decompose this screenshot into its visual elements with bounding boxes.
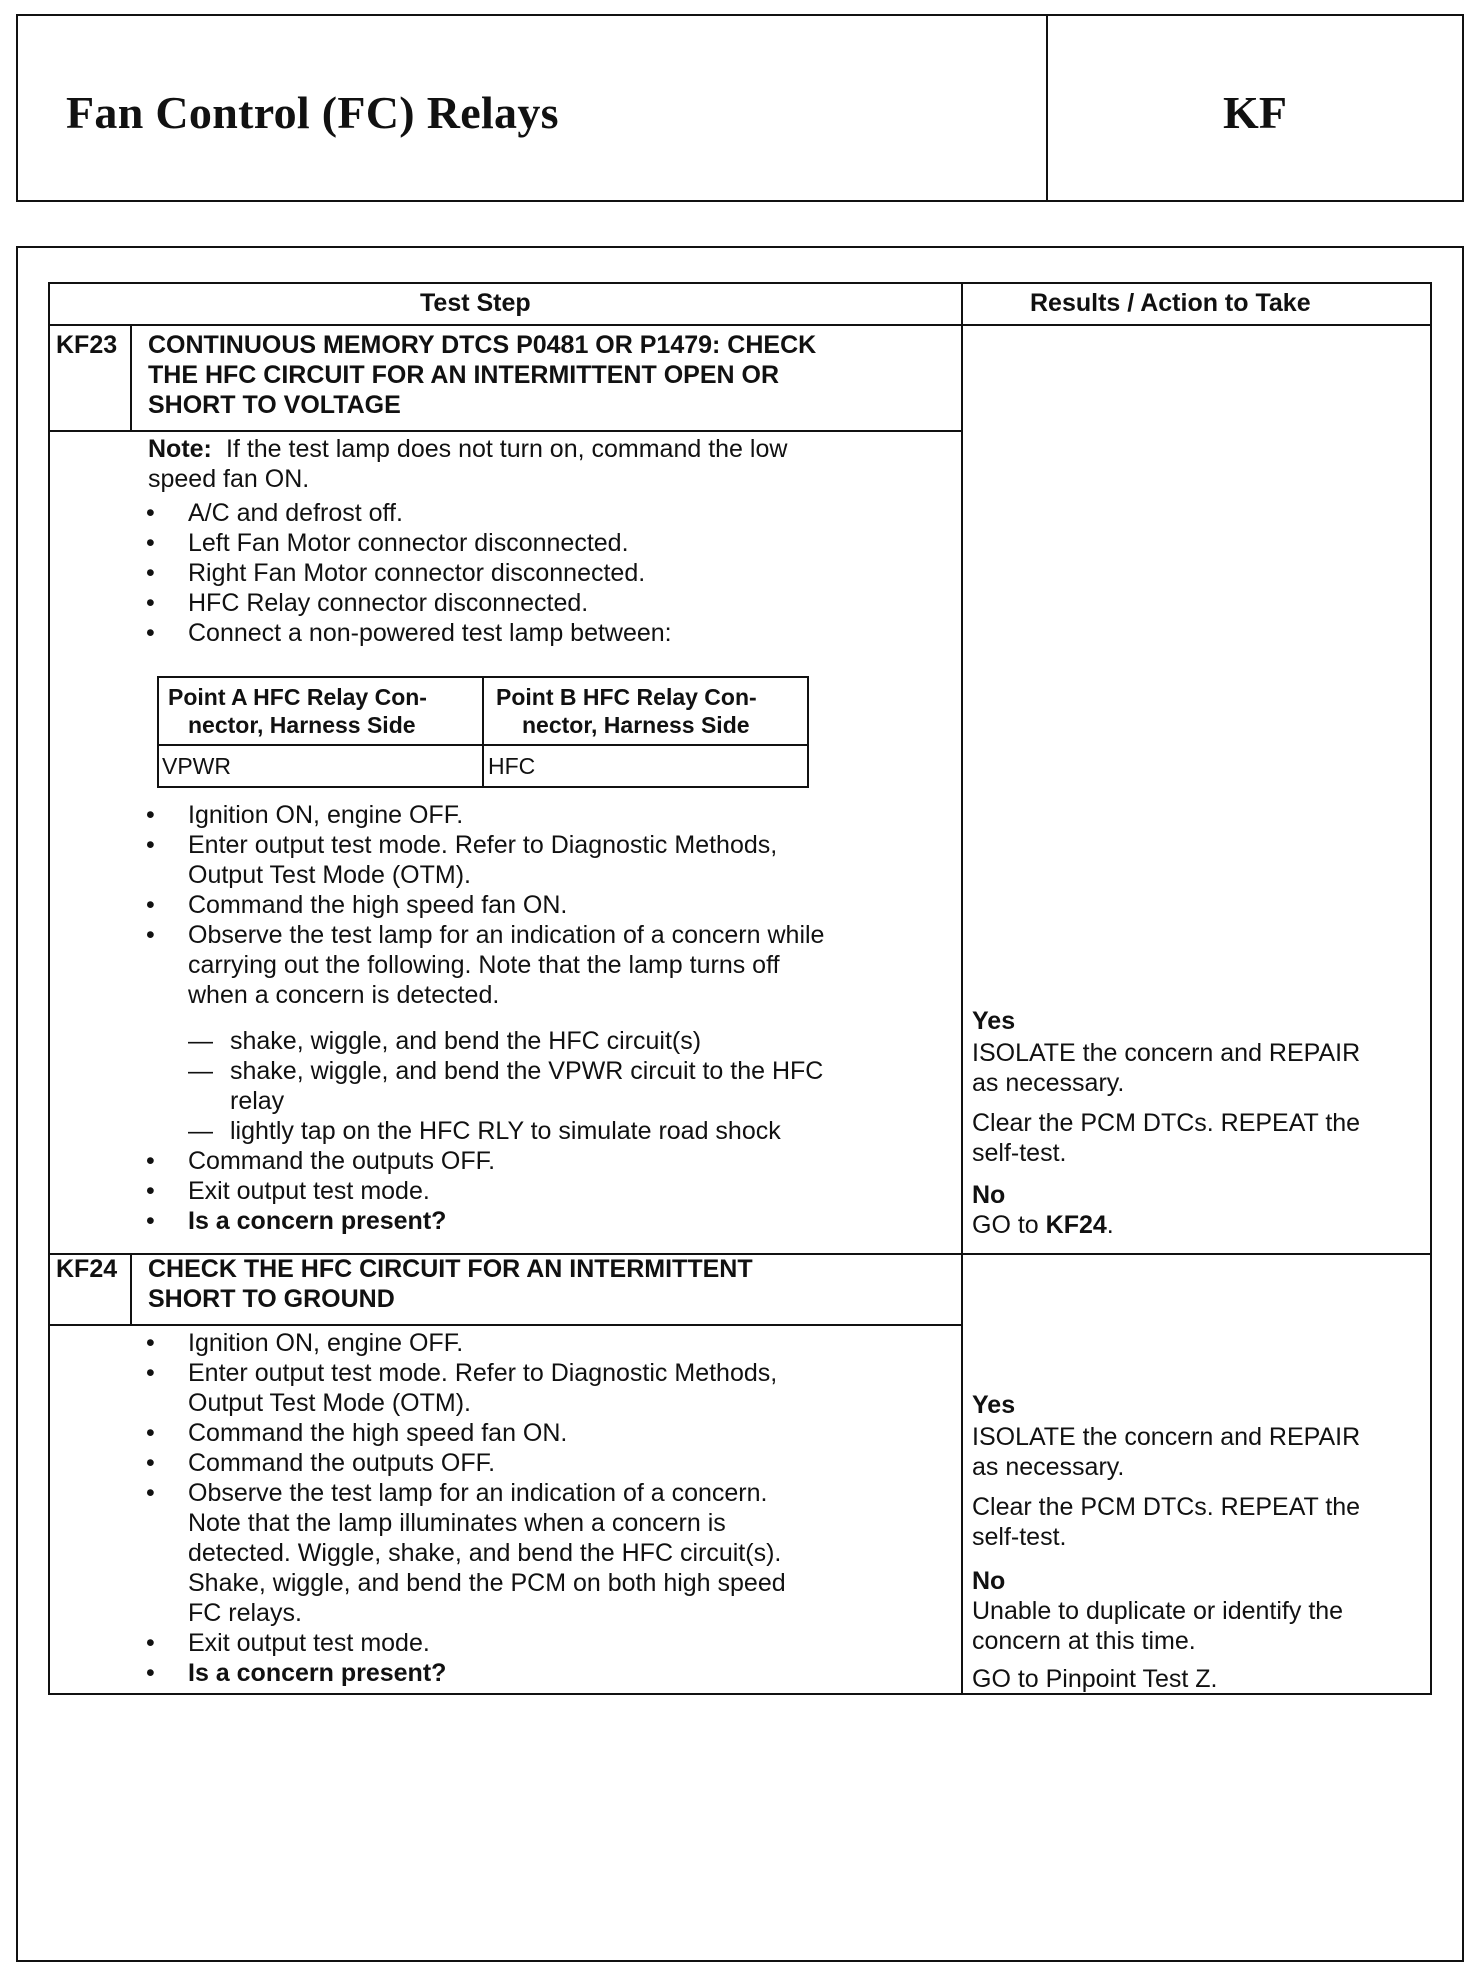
list-item: Right Fan Motor connector disconnected. (188, 559, 646, 587)
dash-icon: — (188, 1027, 213, 1055)
list-item-cont: detected. Wiggle, shake, and bend the HFC circuit(s). (188, 1539, 782, 1567)
note-label: Note: (148, 435, 212, 463)
lamp-table-cell-b: HFC (488, 753, 536, 779)
id-divider-kf23 (130, 324, 132, 431)
page-header (16, 14, 1464, 202)
dash-icon: — (188, 1117, 213, 1145)
column-header-test-step: Test Step (420, 289, 531, 317)
list-item-cont: FC relays. (188, 1599, 302, 1627)
section-code: KF (1223, 87, 1287, 138)
result-text: self-test. (972, 1139, 1067, 1167)
result-text: ISOLATE the concern and REPAIR (972, 1423, 1361, 1451)
bullet-icon: • (146, 1207, 155, 1235)
kf24-title-line: CHECK THE HFC CIRCUIT FOR AN INTERMITTENT (148, 1255, 753, 1283)
column-divider (961, 284, 963, 1693)
bullet-icon: • (146, 1147, 155, 1175)
result-text: Unable to duplicate or identify the (972, 1597, 1344, 1625)
kf23-title-rule (50, 430, 962, 432)
list-item: Left Fan Motor connector disconnected. (188, 529, 629, 557)
bullet-icon: • (146, 831, 155, 859)
result-text: Clear the PCM DTCs. REPEAT the (972, 1493, 1361, 1521)
bullet-icon: • (146, 1449, 155, 1477)
column-header-results: Results / Action to Take (1030, 289, 1311, 317)
lamp-table-row-divider (159, 744, 807, 746)
question: Is a concern present? (188, 1659, 447, 1687)
dash-icon: — (188, 1057, 213, 1085)
id-divider-kf24 (130, 1254, 132, 1325)
question: Is a concern present? (188, 1207, 447, 1235)
bullet-icon: • (146, 1419, 155, 1447)
goto-target[interactable]: KF24 (1045, 1211, 1107, 1239)
list-item: Connect a non-powered test lamp between: (188, 619, 672, 647)
no-label: No (972, 1567, 1006, 1595)
list-item: Enter output test mode. Refer to Diagnostic Methods, (188, 1359, 778, 1387)
goto-text: GO to (972, 1211, 1039, 1239)
no-label: No (972, 1181, 1006, 1209)
result-text: as necessary. (972, 1453, 1125, 1481)
step-id-kf23: KF23 (56, 331, 118, 359)
bullet-icon: • (146, 559, 155, 587)
step-id-kf24: KF24 (56, 1255, 118, 1283)
bullet-icon: • (146, 1659, 155, 1687)
result-text: self-test. (972, 1523, 1067, 1551)
result-text: concern at this time. (972, 1627, 1196, 1655)
list-item: Observe the test lamp for an indication of a concern while (188, 921, 825, 949)
header-rule (50, 324, 1430, 326)
list-item: Ignition ON, engine OFF. (188, 1329, 464, 1357)
list-item-cont: carrying out the following. Note that the lamp turns off (188, 951, 780, 979)
list-item-cont: Note that the lamp illuminates when a concern is (188, 1509, 726, 1537)
goto-period: . (1106, 1211, 1114, 1239)
list-item: Ignition ON, engine OFF. (188, 801, 464, 829)
list-item: Command the outputs OFF. (188, 1449, 496, 1477)
sub-item: lightly tap on the HFC RLY to simulate road shock (230, 1117, 781, 1145)
goto-line: GO to Pinpoint Test Z. (972, 1665, 1218, 1693)
list-item: Observe the test lamp for an indication of a concern. (188, 1479, 768, 1507)
list-item: Command the outputs OFF. (188, 1147, 496, 1175)
result-text: ISOLATE the concern and REPAIR (972, 1039, 1361, 1067)
sub-item: shake, wiggle, and bend the HFC circuit(s) (230, 1027, 702, 1055)
list-item: A/C and defrost off. (188, 499, 403, 527)
sub-item: shake, wiggle, and bend the VPWR circuit to the HFC (230, 1057, 824, 1085)
note-text: If the test lamp does not turn on, command the low (226, 435, 788, 463)
bullet-icon: • (146, 921, 155, 949)
kf23-title-line: THE HFC CIRCUIT FOR AN INTERMITTENT OPEN OR (148, 361, 779, 389)
bullet-icon: • (146, 1329, 155, 1357)
kf24-title-rule (50, 1324, 962, 1326)
yes-label: Yes (972, 1007, 1016, 1035)
list-item-cont: Shake, wiggle, and bend the PCM on both high speed (188, 1569, 786, 1597)
lamp-table-header-b: nector, Harness Side (522, 712, 750, 738)
kf24-title-line: SHORT TO GROUND (148, 1285, 395, 1313)
goto-line (972, 1210, 1114, 1240)
page-title: Fan Control (FC) Relays (66, 87, 559, 138)
result-text: Clear the PCM DTCs. REPEAT the (972, 1109, 1361, 1137)
kf23-title-line: SHORT TO VOLTAGE (148, 391, 401, 419)
bullet-icon: • (146, 891, 155, 919)
list-item: Enter output test mode. Refer to Diagnostic Methods, (188, 831, 778, 859)
lamp-table-header-a: Point A HFC Relay Con- (168, 684, 427, 710)
list-item: Command the high speed fan ON. (188, 1419, 568, 1447)
bullet-icon: • (146, 529, 155, 557)
bullet-icon: • (146, 619, 155, 647)
kf23-title-line: CONTINUOUS MEMORY DTCS P0481 OR P1479: CHECK (148, 331, 817, 359)
bullet-icon: • (146, 1177, 155, 1205)
list-item-cont: when a concern is detected. (188, 981, 500, 1009)
bullet-icon: • (146, 1359, 155, 1387)
list-item: Exit output test mode. (188, 1629, 430, 1657)
list-item: Command the high speed fan ON. (188, 891, 568, 919)
bullet-icon: • (146, 499, 155, 527)
lamp-table-cell-a: VPWR (162, 753, 231, 779)
bullet-icon: • (146, 801, 155, 829)
sub-item-cont: relay (230, 1087, 285, 1115)
lamp-table-col-divider (482, 678, 484, 786)
bullet-icon: • (146, 1479, 155, 1507)
list-item: HFC Relay connector disconnected. (188, 589, 589, 617)
bullet-icon: • (146, 1629, 155, 1657)
bullet-icon: • (146, 589, 155, 617)
list-item-cont: Output Test Mode (OTM). (188, 1389, 471, 1417)
result-text: as necessary. (972, 1069, 1125, 1097)
note-text: speed fan ON. (148, 465, 310, 493)
lamp-table-header-a: nector, Harness Side (188, 712, 416, 738)
list-item-cont: Output Test Mode (OTM). (188, 861, 471, 889)
yes-label: Yes (972, 1391, 1016, 1419)
lamp-table-header-b: Point B HFC Relay Con- (496, 684, 757, 710)
list-item: Exit output test mode. (188, 1177, 430, 1205)
